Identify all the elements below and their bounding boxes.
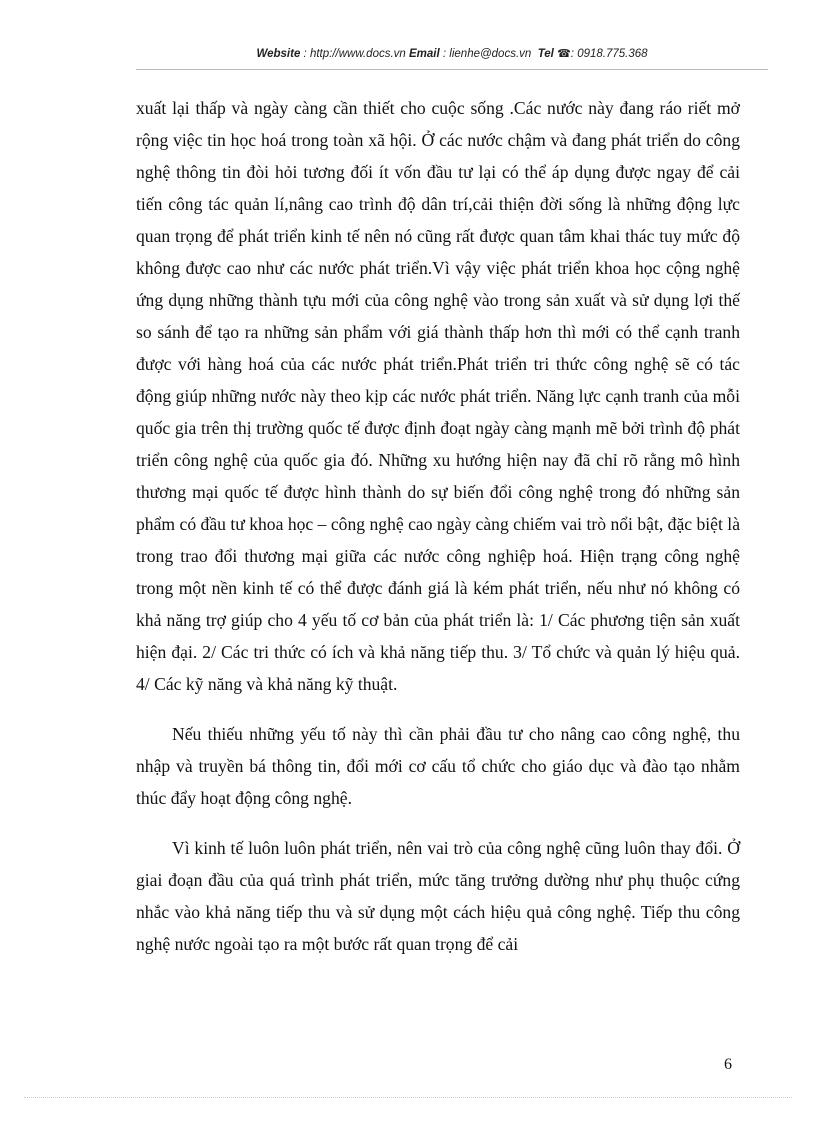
website-url[interactable]: http://www.docs.vn [309,48,406,60]
website-separator: : [300,48,310,60]
page-header [136,47,768,70]
email-label: Email [409,48,440,60]
body-paragraph-3: Vì kinh tế luôn luôn phát triển, nên vai trò của công nghệ cũng luôn thay đổi. Ở giai đoạn đầu của quá trình phát triển, mức tăng trưởng dường như phụ thuộc cứng nhắc vào khả năng tiếp thu và sử dụng một cách hiệu quả công nghệ. Tiếp thu công nghệ nước ngoài tạo ra một bước rất quan trọng để cải [136,838,740,954]
footer-divider [24,1097,792,1098]
email-separator: : [439,48,450,60]
page-number: 6 [724,1056,732,1073]
website-label: Website [256,48,301,60]
tel-value: 0918.775.368 [577,48,648,60]
document-body [136,92,740,960]
tel-separator: : [570,48,578,60]
tel-label: Tel [537,48,554,60]
body-paragraph-2: Nếu thiếu những yếu tố này thì cần phải đầu tư cho nâng cao công nghệ, thu nhập và truyền bá thông tin, đổi mới cơ cấu tổ chức cho giáo dục và đào tạo nhằm thúc đẩy hoạt động công nghệ. [136,724,740,808]
body-paragraph-1: xuất lại thấp và ngày càng cần thiết cho cuộc sống .Các nước này đang ráo riết mở rộng việc tin học hoá trong toàn xã hội. Ở các nước chậm và đang phát triển do công nghệ thông tin đòi hỏi tương đối ít vốn đầu tư lại có thể áp dụng được ngay để cải tiến công tác quản lí,nâng cao trình độ dân trí,cải thiện đời sống là những động lực quan trọng để phát triển kinh tế nên nó cũng rất được quan tâm khai thác tuy mức độ không được cao như các nước phát triển.Vì vậy việc phát triển khoa học cộng nghệ ứng dụng những thành tựu mới của công nghệ vào trong sản xuất và sử dụng lợi thế so sánh để tạo ra những sản phẩm với giá thành thấp hơn thì mới có thể cạnh tranh được với hàng hoá của các nước phát triển.Phát triển tri thức công nghệ sẽ có tác động giúp những nước này theo kịp các nước phát triển. Năng lực cạnh tranh của mỗi quốc gia trên thị trường quốc tế được định đoạt ngày càng mạnh mẽ bởi trình độ phát triển công nghệ của quốc gia đó. Những xu hướng hiện nay đã chỉ rõ rằng mô hình thương mại quốc tế được hình thành do sự biến đổi công nghệ trong đó những sản phẩm có đầu tư khoa học – công nghệ cao ngày càng chiếm vai trò nổi bật, đặc biệt là trong trao đổi thương mại giữa các nước công nghiệp hoá. Hiện trạng công nghệ trong một nền kinh tế có thể được đánh giá là kém phát triển, nếu như nó không có khả năng trợ giúp cho 4 yếu tố cơ bản của phát triển là: 1/ Các phương tiện sản xuất hiện đại. 2/ Các tri thức có ích và khả năng tiếp thu. 3/ Tổ chức và quản lý hiệu quả. 4/ Các kỹ năng và khả năng kỹ thuật. [136,98,740,694]
email-value[interactable]: lienhe@docs.vn [449,48,532,60]
phone-icon: ☎ [557,48,571,60]
